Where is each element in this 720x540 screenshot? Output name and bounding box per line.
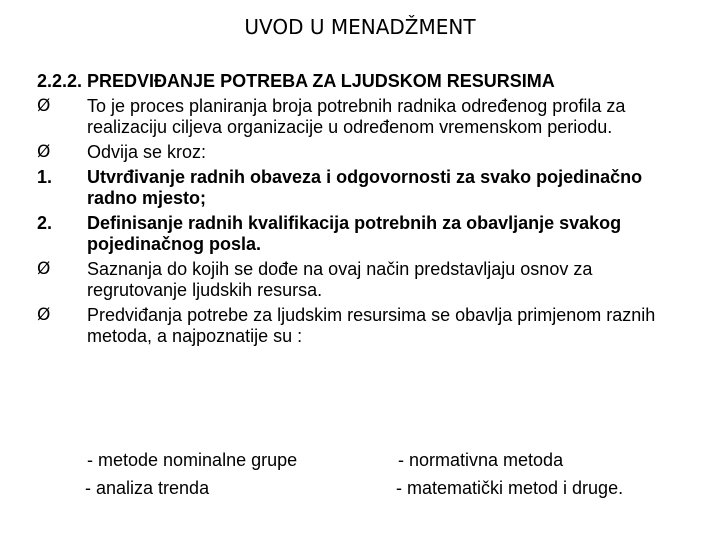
list-item xyxy=(37,96,697,138)
list-item-text: To je proces planiranja broja potrebnih radnika određenog profila za realizaciju ciljeva organizacije u određenom vremenskom periodu. xyxy=(87,96,626,137)
page-title: UVOD U MENADŽMENT xyxy=(244,15,476,39)
arrow-bullet-icon: Ø xyxy=(37,96,51,116)
methods-list xyxy=(85,446,705,502)
methods-row xyxy=(85,446,705,474)
arrow-bullet-icon: Ø xyxy=(37,142,51,162)
list-item xyxy=(37,142,697,163)
numbered-item xyxy=(37,167,697,209)
list-item-text: Odvija se kroz: xyxy=(87,142,207,162)
list-item xyxy=(37,305,697,347)
method-trend-analysis: - analiza trenda xyxy=(85,478,210,498)
method-normative: - normativna metoda xyxy=(398,450,564,470)
method-nominal-group: - metode nominalne grupe xyxy=(87,450,298,470)
list-item-text: Predviđanja potrebe za ljudskim resursima se obavlja primjenom raznih metoda, a najpoznatije su : xyxy=(87,305,656,346)
item-number: 2. xyxy=(37,213,53,233)
list-item xyxy=(37,259,697,301)
list-item-text: Definisanje radnih kvalifikacija potrebnih za obavljanje svakog pojedinačnog posla. xyxy=(87,213,622,254)
method-mathematical: - matematički metod i druge. xyxy=(396,478,624,498)
arrow-bullet-icon: Ø xyxy=(37,259,51,279)
numbered-item xyxy=(37,213,697,255)
item-number: 1. xyxy=(37,167,53,187)
methods-row xyxy=(85,474,705,502)
list-item-text: Saznanja do kojih se dođe na ovaj način predstavljaju osnov za regrutovanje ljudskih resursa. xyxy=(87,259,593,300)
section-heading: 2.2.2. PREDVIĐANJE POTREBA ZA LJUDSKOM RESURSIMA xyxy=(37,71,555,91)
arrow-bullet-icon: Ø xyxy=(37,305,51,325)
list-item-text: Utvrđivanje radnih obaveza i odgovornosti za svako pojedinačno radno mjesto; xyxy=(87,167,643,208)
bullet-list xyxy=(37,96,697,347)
